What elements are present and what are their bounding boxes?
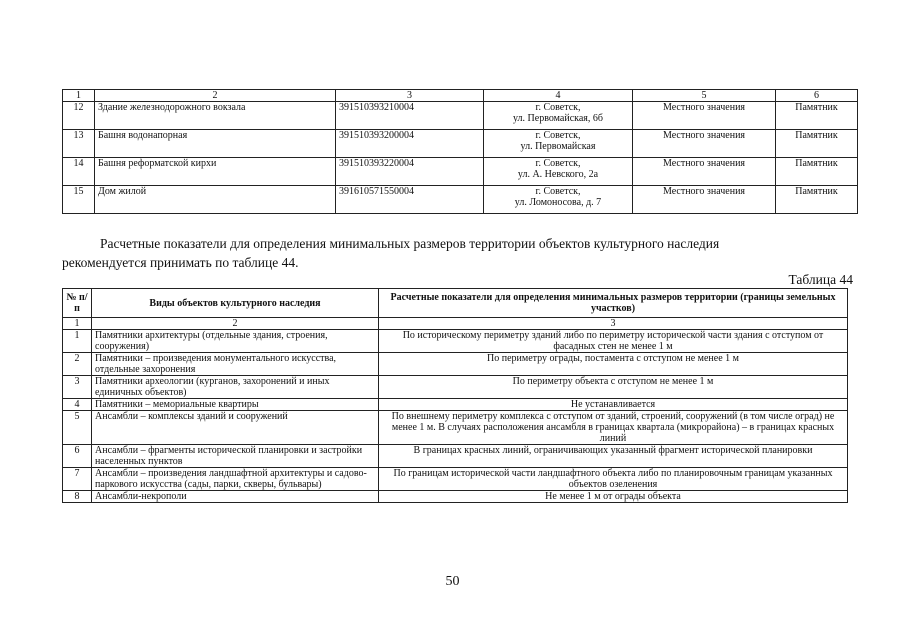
- header-cell: 6: [776, 90, 858, 102]
- row-number: 13: [63, 130, 95, 158]
- object-type: Памятник: [776, 186, 858, 214]
- table-row: [63, 411, 848, 445]
- registry-code: 391610571550004: [336, 186, 484, 214]
- territory-parameter: По границам исторической части ландшафтного объекта либо по планировочным границам указанных объектов озеленения: [379, 468, 848, 491]
- address-city: г. Советск,: [535, 186, 581, 197]
- territory-parameter: Не устанавливается: [379, 399, 848, 411]
- address-street: ул. Ломоносова, д. 7: [514, 197, 602, 208]
- header-kind: Виды объектов культурного наследия: [92, 289, 379, 318]
- monuments-table: [62, 89, 858, 214]
- row-number: 5: [63, 411, 92, 445]
- heritage-kind: Памятники – произведения монументального искусства, отдельные захоронения: [92, 353, 379, 376]
- header-cell: 3: [336, 90, 484, 102]
- table-row: [63, 330, 848, 353]
- object-name: Здание железнодорожного вокзала: [95, 102, 336, 130]
- table-row: [63, 158, 858, 186]
- body-paragraph: Расчетные показатели для определения минимальных размеров территории объектов культурного наследия: [100, 236, 720, 251]
- object-type: Памятник: [776, 130, 858, 158]
- address-street: ул. Первомайская: [520, 141, 596, 152]
- table-header-row: [63, 90, 858, 102]
- row-number: 6: [63, 445, 92, 468]
- row-number: 14: [63, 158, 95, 186]
- significance: Местного значения: [633, 186, 776, 214]
- object-type: Памятник: [776, 158, 858, 186]
- address-city: г. Советск,: [535, 130, 581, 141]
- territory-parameters-table: [62, 288, 848, 503]
- table-caption: Таблица 44: [788, 272, 853, 287]
- page-number: 50: [445, 574, 460, 589]
- header-cell: 5: [633, 90, 776, 102]
- address-city: г. Советск,: [535, 158, 581, 169]
- index-cell: 3: [379, 318, 848, 330]
- header-cell: 1: [63, 90, 95, 102]
- row-number: 3: [63, 376, 92, 399]
- row-number: 7: [63, 468, 92, 491]
- address-street: ул. А. Невского, 2а: [517, 169, 599, 180]
- index-cell: 1: [63, 318, 92, 330]
- territory-parameter: По периметру ограды, постамента с отступом не менее 1 м: [379, 353, 848, 376]
- header-value: Расчетные показатели для определения минимальных размеров территории (границы земельных участков): [379, 289, 848, 318]
- header-cell: 2: [95, 90, 336, 102]
- address: [484, 186, 633, 214]
- index-cell: 2: [92, 318, 379, 330]
- address-city: г. Советск,: [535, 102, 581, 113]
- heritage-kind: Ансамбли – комплексы зданий и сооружений: [92, 411, 379, 445]
- body-paragraph-continuation: рекомендуется принимать по таблице 44.: [62, 255, 299, 270]
- header-num: № п/п: [63, 289, 92, 318]
- table-row: [63, 376, 848, 399]
- table-row: [63, 186, 858, 214]
- row-number: 15: [63, 186, 95, 214]
- significance: Местного значения: [633, 102, 776, 130]
- object-name: Башня реформатской кирхи: [95, 158, 336, 186]
- heritage-kind: Ансамбли – фрагменты исторической планировки и застройки населенных пунктов: [92, 445, 379, 468]
- table-row: [63, 468, 848, 491]
- table-row: [63, 399, 848, 411]
- significance: Местного значения: [633, 130, 776, 158]
- row-number: 8: [63, 491, 92, 503]
- row-number: 2: [63, 353, 92, 376]
- row-number: 4: [63, 399, 92, 411]
- territory-parameter: В границах красных линий, ограничивающих указанный фрагмент исторической планировки: [379, 445, 848, 468]
- address-street: ул. Первомайская, 6б: [513, 113, 603, 124]
- heritage-kind: Памятники архитектуры (отдельные здания, строения, сооружения): [92, 330, 379, 353]
- territory-parameter: По внешнему периметру комплекса с отступом от зданий, строений, сооружений (в том числе оград) не менее 1 м. В случаях расположения ансамбля в границах квартала (микрорайона) – в границах красных линий: [379, 411, 848, 445]
- address: [484, 158, 633, 186]
- table-row: [63, 491, 848, 503]
- heritage-kind: Ансамбли-некрополи: [92, 491, 379, 503]
- significance: Местного значения: [633, 158, 776, 186]
- object-name: Дом жилой: [95, 186, 336, 214]
- heritage-kind: Ансамбли – произведения ландшафтной архитектуры и садово-паркового искусства (сады, парки, скверы, бульвары): [92, 468, 379, 491]
- address: [484, 130, 633, 158]
- registry-code: 391510393210004: [336, 102, 484, 130]
- object-type: Памятник: [776, 102, 858, 130]
- table-row: [63, 130, 858, 158]
- row-number: 12: [63, 102, 95, 130]
- table-header-row: [63, 289, 848, 318]
- registry-code: 391510393200004: [336, 130, 484, 158]
- heritage-kind: Памятники – мемориальные квартиры: [92, 399, 379, 411]
- territory-parameter: По историческому периметру зданий либо по периметру исторической части здания с отступом от фасадных стен не менее 1 м: [379, 330, 848, 353]
- registry-code: 391510393220004: [336, 158, 484, 186]
- object-name: Башня водонапорная: [95, 130, 336, 158]
- table-row: [63, 353, 848, 376]
- territory-parameter: По периметру объекта с отступом не менее 1 м: [379, 376, 848, 399]
- row-number: 1: [63, 330, 92, 353]
- territory-parameter: Не менее 1 м от ограды объекта: [379, 491, 848, 503]
- address: [484, 102, 633, 130]
- table-index-row: [63, 318, 848, 330]
- table-row: [63, 102, 858, 130]
- table-row: [63, 445, 848, 468]
- heritage-kind: Памятники археологии (курганов, захоронений и иных единичных объектов): [92, 376, 379, 399]
- header-cell: 4: [484, 90, 633, 102]
